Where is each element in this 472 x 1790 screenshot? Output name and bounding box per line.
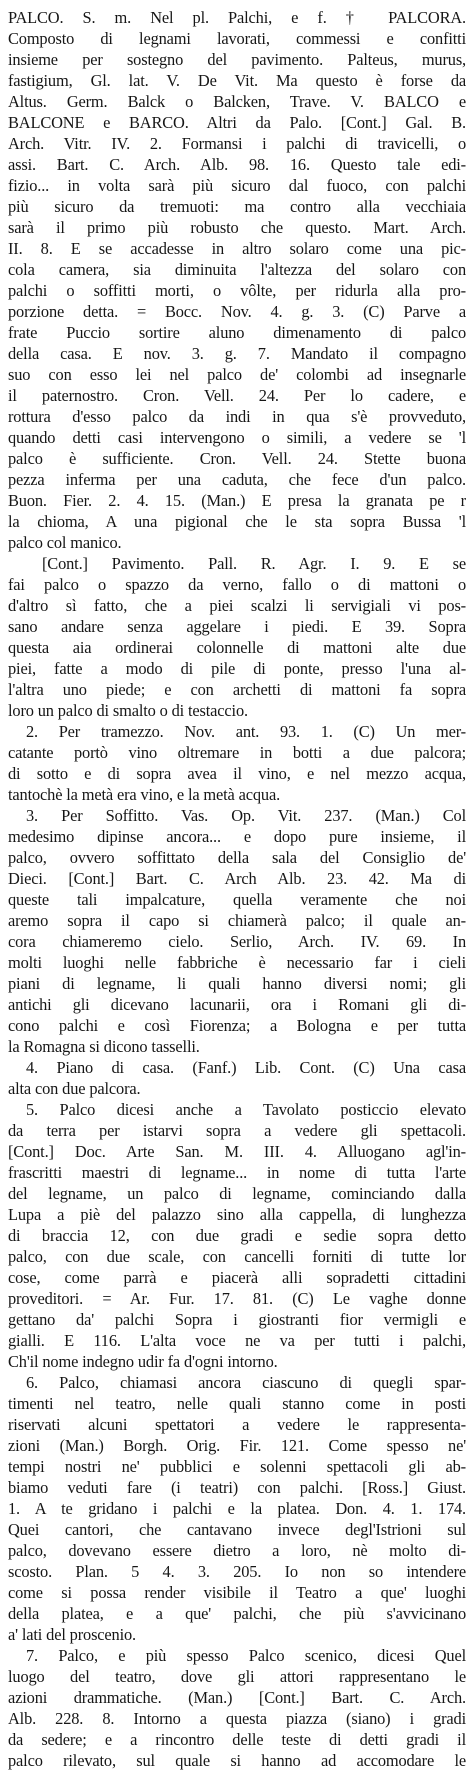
- text-line: zioni (Man.) Borgh. Orig. Fir. 121. Come spesso ne': [8, 1436, 466, 1455]
- text-line: Lupa a piè del palazzo sino alla cappella, di lunghezza: [8, 1205, 466, 1224]
- text-line: Altus. Germ. Balck o Balcken, Trave. V. BALCO e: [8, 92, 466, 111]
- text-line: cose, come parrà e piacerà alli sopradetti cittadini: [8, 1268, 466, 1287]
- text-line: azioni drammatiche. (Man.) [Cont.] Bart. C. Arch.: [8, 1688, 466, 1707]
- text-line: 1. A te gridano i palchi e la platea. Don. 4. 1. 174.: [8, 1499, 466, 1518]
- text-line: loro un palco di smalto o di testaccio.: [8, 701, 248, 720]
- text-line: d'altro sì fatto, che a piei scalzi li servigiali vi pos-: [8, 596, 466, 615]
- text-line: del legname, un palco di legname, cominciando dalla: [8, 1184, 466, 1203]
- text-line: luogo del teatro, dove gli attori rappresentano le: [8, 1667, 466, 1686]
- text-line: 3. Per Soffitto. Vas. Op. Vit. 237. (Man.) Col: [26, 806, 466, 825]
- text-line: palco, dovevano essere dietro a loro, nè molto di-: [8, 1541, 466, 1560]
- text-line: insieme per sostegno del pavimento. Palteus, murus,: [8, 50, 466, 69]
- text-line: assi. Bart. C. Arch. Alb. 98. 16. Questo tale edi-: [8, 155, 466, 174]
- text-line: quando detti casi intervengono o simili, a vedere se 'l: [8, 428, 466, 447]
- text-line: biamo veduti fare (i teatri) con palchi. [Ross.] Giust.: [8, 1478, 466, 1497]
- text-line: palchi o soffitti morti, o vôlte, per ridurla alla pro-: [8, 281, 466, 300]
- text-line: palco è sufficiente. Cron. Vell. 24. Stette buona: [8, 449, 466, 468]
- text-line: pezza inferma per una caduta, che fece d'un palco.: [8, 470, 466, 489]
- text-line: BALCONE e BARCO. Altri da Palo. [Cont.] Gal. B.: [8, 113, 466, 132]
- text-line: timenti nel teatro, nelle quali stanno come in posti: [8, 1394, 466, 1413]
- text-line: 2. Per tramezzo. Nov. ant. 93. 1. (C) Un mer-: [26, 722, 466, 741]
- text-line: sarà il primo più robusto che questo. Mart. Arch.: [8, 218, 466, 237]
- text-line: [Cont.] Pavimento. Pall. R. Agr. I. 9. E se: [42, 554, 466, 573]
- text-line: aremo sopra il capo si chiamerà palco; il quale an-: [8, 911, 466, 930]
- text-line: la Romagna si dicono tasselli.: [8, 1037, 200, 1056]
- text-line: l'altra uno piede; e con archetti di mattoni fa sopra: [8, 680, 466, 699]
- text-line: sano andare senza aggelare i piedi. E 39. Sopra: [8, 617, 466, 636]
- text-line: cola camera, sia diminuita l'altezza del solaro con: [8, 260, 466, 279]
- text-line: cono palchi e così Fiorenza; a Bologna e per tutta: [8, 1016, 466, 1035]
- text-line: palco col manico.: [8, 533, 122, 552]
- text-line: catante portò vino oltremare in botti a due palcora;: [8, 743, 466, 762]
- text-line: Ch'il nome indegno udir fa d'ogni intorno.: [8, 1352, 278, 1371]
- text-line: frascritti maestri di legname... in nome di tutta l'arte: [8, 1163, 466, 1182]
- text-line: molti luoghi nelle fabbriche è necessario far i cieli: [8, 953, 466, 972]
- text-line: fizio... in volta sarà più sicuro dal fuoco, con palchi: [8, 176, 466, 195]
- text-line: palco rilevato, sul quale si hanno ad accomodare le: [8, 1751, 466, 1770]
- text-line: come si possa render visibile il Teatro a que' luoghi: [8, 1583, 466, 1602]
- text-line: Alb. 228. 8. Intorno a questa piazza (siano) i gradi: [8, 1709, 466, 1728]
- text-line: Composto di legnami lavorati, commessi e confitti: [8, 29, 466, 48]
- text-line: la chioma, A una pigional che le sta sopra Bussa 'l: [8, 512, 466, 531]
- text-line: Dieci. [Cont.] Bart. C. Arch Alb. 23. 42. Ma di: [8, 869, 466, 888]
- text-line: 5. Palco dicesi anche a Tavolato posticcio elevato: [26, 1100, 466, 1119]
- text-line: da terra per istarvi sopra a vedere gli spettacoli.: [8, 1121, 466, 1140]
- text-line: proveditori. = Ar. Fur. 17. 81. (C) Le vaghe donne: [8, 1289, 466, 1308]
- text-line: 7. Palco, e più spesso Palco scenico, dicesi Quel: [26, 1646, 466, 1665]
- text-line: riservati alcuni spettatori a vedere le rappresenta-: [8, 1415, 466, 1434]
- text-line: più sicuro da tremuoti: ma contro alla vecchiaia: [8, 197, 466, 216]
- text-line: della platea, e a que' palchi, che più s'avvicinano: [8, 1604, 466, 1623]
- text-line: gialli. E 116. L'alta voce ne va per tutti i palchi,: [8, 1331, 466, 1350]
- text-line: [Cont.] Doc. Arte San. M. III. 4. Alluogano agl'in-: [8, 1142, 466, 1161]
- text-line: della casa. E nov. 3. g. 7. Mandato il compagno: [8, 344, 466, 363]
- text-line: antichi gli dicevano lacunarii, ora i Romani gli di-: [8, 995, 466, 1014]
- text-line: a' lati del proscenio.: [8, 1625, 137, 1644]
- text-line: di braccia 12, con due gradi e sedie sopra detto: [8, 1226, 466, 1245]
- text-line: tempi nostri ne' pubblici e solenni spettacoli gli ab-: [8, 1457, 466, 1476]
- text-line: gettano da' palchi Sopra i giostranti fior vermigli e: [8, 1310, 466, 1329]
- text-line: porzione detta. = Bocc. Nov. 4. g. 3. (C) Parve a: [8, 302, 466, 321]
- text-line: scosto. Plan. 5 4. 3. 205. Io non so intendere: [8, 1562, 466, 1581]
- text-line: il paternostro. Cron. Vell. 24. Per lo cadere, e: [8, 386, 466, 405]
- text-line: medesimo dipinse ancora... e dopo pure insieme, il: [8, 827, 466, 846]
- text-line: di sotto e di sopra avea il vino, e nel mezzo acqua,: [8, 764, 466, 783]
- text-line: piani di legname, li quali hanno diversi nomi; gli: [8, 974, 466, 993]
- text-line: fastigium, Gl. lat. V. De Vit. Ma questo è forse da: [8, 71, 466, 90]
- text-line: Buon. Fier. 2. 4. 15. (Man.) E presa la granata pe r: [8, 491, 466, 510]
- text-line: da sedere; e a rincontro delle teste di detti gradi il: [8, 1730, 466, 1749]
- text-line: queste tali impalcature, quella veramente che noi: [8, 890, 466, 909]
- text-line: fai palco o spazzo da verno, fallo o di mattoni o: [8, 575, 466, 594]
- text-line: frate Puccio sortire aluno dimenamento di palco: [8, 323, 466, 342]
- text-line: piei, fatte a modo di pile di ponte, presso l'una al-: [8, 659, 466, 678]
- text-line: II. 8. E se accadesse in altro solaro come una pic-: [8, 239, 466, 258]
- text-line: Quei cantori, che cantavano invece degl'Istrioni sul: [8, 1520, 466, 1539]
- text-line: alta con due palcora.: [8, 1079, 141, 1098]
- text-line: suo con esso lei nel palco de' colombi ad insegnarle: [8, 365, 466, 384]
- text-line: questa aia ordinerai colonnelle di mattoni alte due: [8, 638, 466, 657]
- text-line: PALCO. S. m. Nel pl. Palchi, e f. † PALCORA.: [8, 8, 466, 27]
- text-line: 6. Palco, chiamasi ancora ciascuno di quegli spar-: [26, 1373, 466, 1392]
- text-line: palco, con due scale, con cancelli forniti di tutte lor: [8, 1247, 466, 1266]
- text-line: Arch. Vitr. IV. 2. Formansi i palchi di travicelli, o: [8, 134, 466, 153]
- text-line: tantochè la metà era vino, e la metà acqua.: [8, 785, 281, 804]
- text-line: palco, ovvero soffittato della sala del Consiglio de': [8, 848, 466, 867]
- text-line: rottura d'esso palco da indi in qua s'è provveduto,: [8, 407, 466, 426]
- text-line: cora chiameremo cielo. Serlio, Arch. IV. 69. In: [8, 932, 466, 951]
- text-line: 4. Piano di casa. (Fanf.) Lib. Cont. (C) Una casa: [26, 1058, 466, 1077]
